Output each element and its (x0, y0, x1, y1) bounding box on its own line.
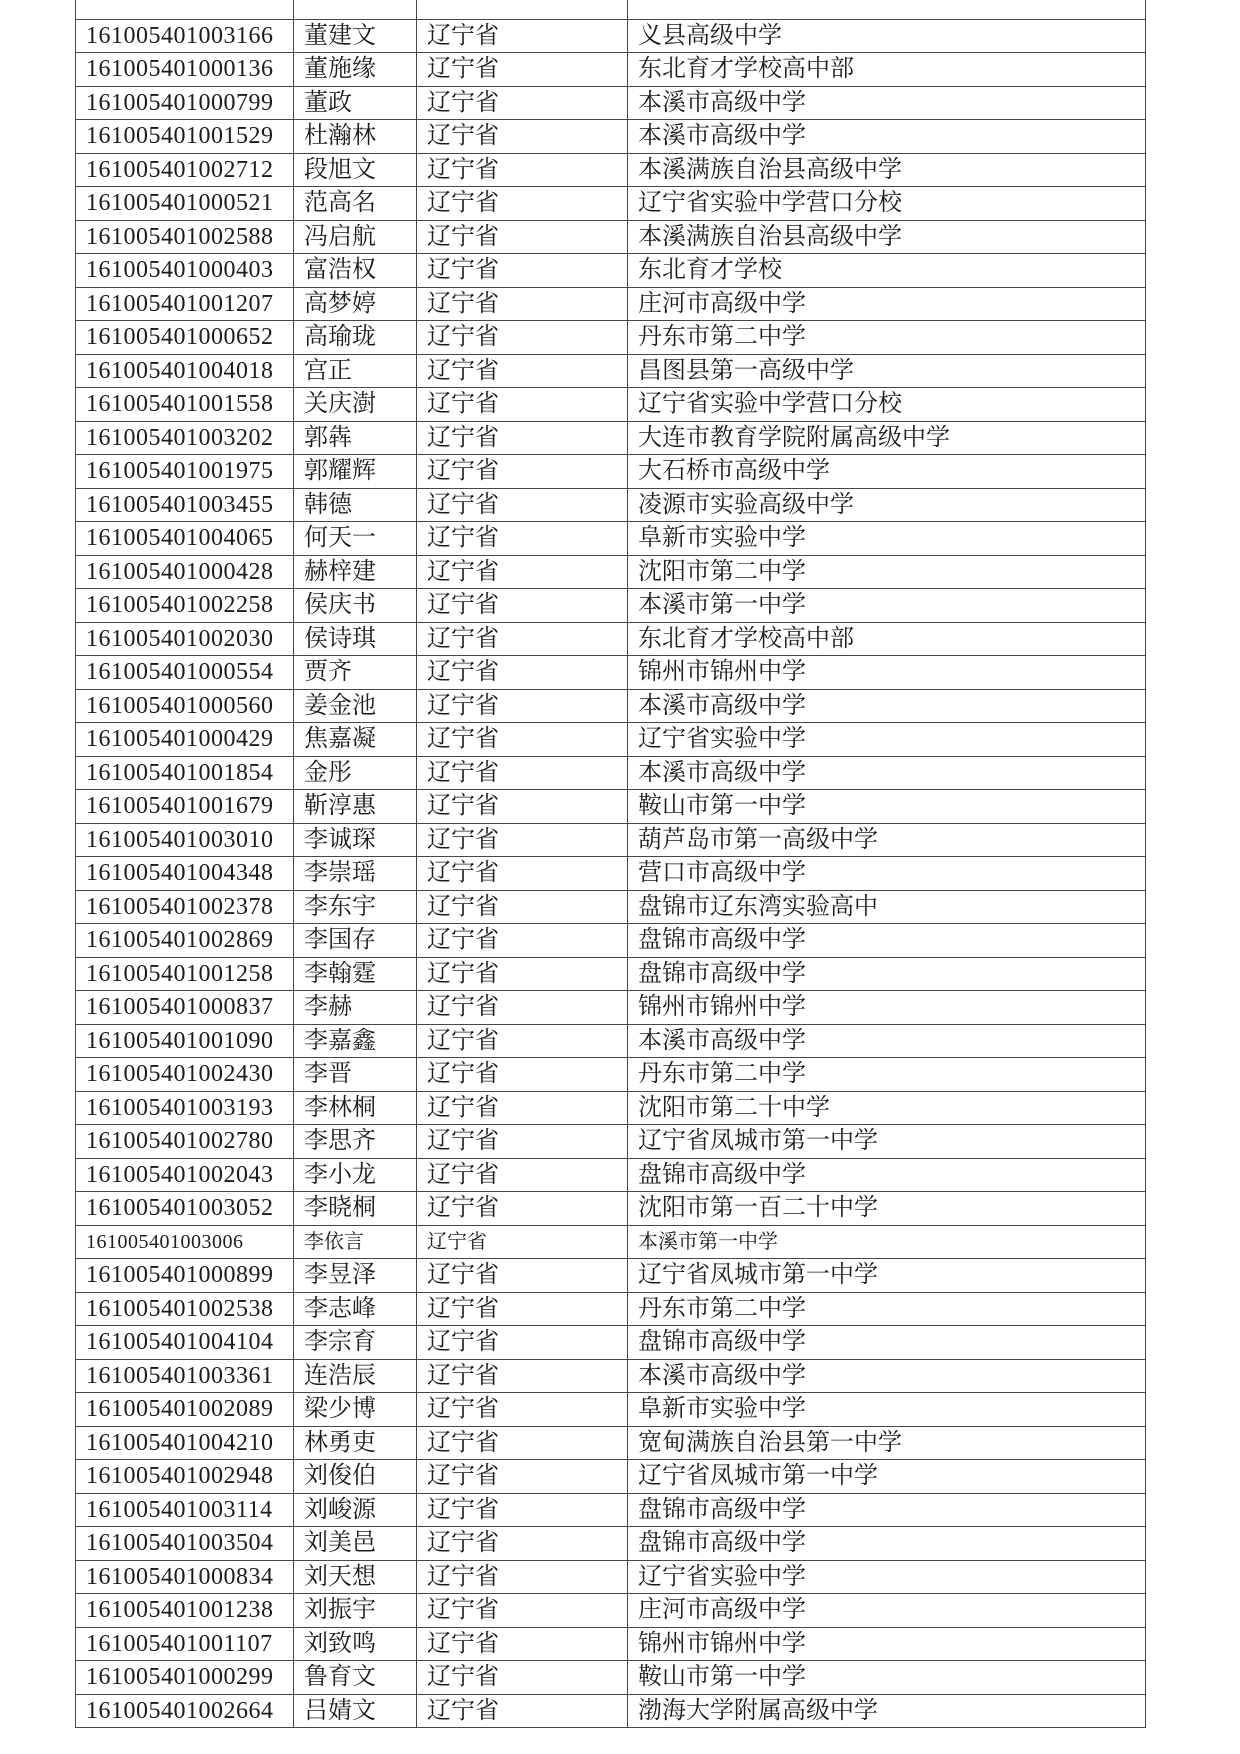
cell-id: 161005401002258 (76, 589, 294, 623)
table-row (76, 120, 1146, 154)
cell-school: 大连市教育学院附属高级中学 (628, 421, 1146, 455)
cutoff-cell (294, 0, 417, 19)
cell-id: 161005401004018 (76, 354, 294, 388)
cell-name: 李诚琛 (294, 823, 417, 857)
cell-school: 凌源市实验高级中学 (628, 488, 1146, 522)
table-row (76, 823, 1146, 857)
table-row (76, 1694, 1146, 1728)
cell-school: 本溪市高级中学 (628, 120, 1146, 154)
cell-name: 李赫 (294, 991, 417, 1025)
cell-name: 连浩辰 (294, 1359, 417, 1393)
cell-id: 161005401003361 (76, 1359, 294, 1393)
cell-school: 本溪市第一中学 (628, 589, 1146, 623)
cell-id: 161005401004065 (76, 522, 294, 556)
cell-school: 本溪市高级中学 (628, 86, 1146, 120)
cell-province: 辽宁省 (417, 1091, 628, 1125)
cell-name: 李思齐 (294, 1125, 417, 1159)
cell-province: 辽宁省 (417, 991, 628, 1025)
cell-name: 范高名 (294, 187, 417, 221)
cell-id: 161005401001258 (76, 957, 294, 991)
cell-province: 辽宁省 (417, 823, 628, 857)
cell-id: 161005401002378 (76, 890, 294, 924)
cell-name: 刘天想 (294, 1560, 417, 1594)
cell-name: 金彤 (294, 756, 417, 790)
table-row (76, 957, 1146, 991)
table-row (76, 421, 1146, 455)
cell-province: 辽宁省 (417, 1560, 628, 1594)
cell-name: 关庆澍 (294, 388, 417, 422)
cell-school: 辽宁省实验中学营口分校 (628, 388, 1146, 422)
cell-province: 辽宁省 (417, 187, 628, 221)
cell-province: 辽宁省 (417, 890, 628, 924)
table-row (76, 388, 1146, 422)
table-row (76, 287, 1146, 321)
cell-name: 李林桐 (294, 1091, 417, 1125)
cell-school: 本溪满族自治县高级中学 (628, 153, 1146, 187)
cell-school: 沈阳市第一百二十中学 (628, 1192, 1146, 1226)
cell-id: 161005401000652 (76, 321, 294, 355)
cell-school: 鞍山市第一中学 (628, 1661, 1146, 1695)
cell-school: 沈阳市第二中学 (628, 555, 1146, 589)
cell-id: 161005401001207 (76, 287, 294, 321)
cell-id: 161005401000429 (76, 723, 294, 757)
cell-name: 何天一 (294, 522, 417, 556)
cell-province: 辽宁省 (417, 1426, 628, 1460)
cell-school: 辽宁省实验中学营口分校 (628, 187, 1146, 221)
cell-id: 161005401001107 (76, 1627, 294, 1661)
cell-province: 辽宁省 (417, 1125, 628, 1159)
table-row (76, 1493, 1146, 1527)
table-row (76, 723, 1146, 757)
cell-id: 161005401000899 (76, 1259, 294, 1293)
cell-name: 董建文 (294, 19, 417, 53)
cell-province: 辽宁省 (417, 1527, 628, 1561)
cell-name: 李依言 (294, 1225, 417, 1259)
cell-school: 东北育才学校高中部 (628, 53, 1146, 87)
cell-school: 本溪市第一中学 (628, 1225, 1146, 1259)
cell-school: 盘锦市高级中学 (628, 1527, 1146, 1561)
cell-id: 161005401003202 (76, 421, 294, 455)
cell-id: 161005401003052 (76, 1192, 294, 1226)
cell-name: 贾齐 (294, 656, 417, 690)
table-row (76, 53, 1146, 87)
cell-province: 辽宁省 (417, 1594, 628, 1628)
cell-province: 辽宁省 (417, 589, 628, 623)
cell-name: 董施缘 (294, 53, 417, 87)
cell-name: 侯庆书 (294, 589, 417, 623)
cell-province: 辽宁省 (417, 488, 628, 522)
cutoff-cell (417, 0, 628, 19)
cell-school: 阜新市实验中学 (628, 1393, 1146, 1427)
cell-province: 辽宁省 (417, 924, 628, 958)
cell-name: 姜金池 (294, 689, 417, 723)
cell-name: 梁少博 (294, 1393, 417, 1427)
cell-id: 161005401000136 (76, 53, 294, 87)
cell-school: 盘锦市高级中学 (628, 924, 1146, 958)
cell-province: 辽宁省 (417, 1292, 628, 1326)
cell-id: 161005401003504 (76, 1527, 294, 1561)
cell-school: 渤海大学附属高级中学 (628, 1694, 1146, 1728)
cell-school: 阜新市实验中学 (628, 522, 1146, 556)
cell-name: 吕婧文 (294, 1694, 417, 1728)
cell-name: 刘俊伯 (294, 1460, 417, 1494)
cell-school: 本溪市高级中学 (628, 1024, 1146, 1058)
table-row (76, 220, 1146, 254)
cell-school: 锦州市锦州中学 (628, 656, 1146, 690)
cell-id: 161005401001679 (76, 790, 294, 824)
cell-province: 辽宁省 (417, 421, 628, 455)
student-roster-table (75, 0, 1146, 1728)
cell-province: 辽宁省 (417, 388, 628, 422)
cell-province: 辽宁省 (417, 254, 628, 288)
table-row (76, 924, 1146, 958)
cell-name: 富浩权 (294, 254, 417, 288)
table-row (76, 1460, 1146, 1494)
table-row (76, 589, 1146, 623)
cell-name: 段旭文 (294, 153, 417, 187)
cell-school: 盘锦市高级中学 (628, 1326, 1146, 1360)
cell-school: 沈阳市第二十中学 (628, 1091, 1146, 1125)
cell-province: 辽宁省 (417, 1225, 628, 1259)
table-row (76, 1594, 1146, 1628)
cell-province: 辽宁省 (417, 656, 628, 690)
cell-id: 161005401000799 (76, 86, 294, 120)
cutoff-cell (76, 0, 294, 19)
cell-province: 辽宁省 (417, 790, 628, 824)
table-row (76, 1359, 1146, 1393)
table-row (76, 488, 1146, 522)
table-row (76, 857, 1146, 891)
table-row (76, 1058, 1146, 1092)
cell-id: 161005401002948 (76, 1460, 294, 1494)
cell-school: 鞍山市第一中学 (628, 790, 1146, 824)
cell-school: 锦州市锦州中学 (628, 1627, 1146, 1661)
cell-name: 林勇吏 (294, 1426, 417, 1460)
table-row (76, 790, 1146, 824)
cell-province: 辽宁省 (417, 19, 628, 53)
cell-province: 辽宁省 (417, 1326, 628, 1360)
cell-school: 营口市高级中学 (628, 857, 1146, 891)
cell-name: 李嘉鑫 (294, 1024, 417, 1058)
table-row (76, 1292, 1146, 1326)
cell-school: 丹东市第二中学 (628, 321, 1146, 355)
cell-name: 冯启航 (294, 220, 417, 254)
cell-province: 辽宁省 (417, 1024, 628, 1058)
cell-id: 161005401001090 (76, 1024, 294, 1058)
cell-name: 李崇瑶 (294, 857, 417, 891)
cell-province: 辽宁省 (417, 53, 628, 87)
table-row (76, 756, 1146, 790)
cell-province: 辽宁省 (417, 287, 628, 321)
cell-name: 李宗育 (294, 1326, 417, 1360)
cell-school: 盘锦市高级中学 (628, 1158, 1146, 1192)
cell-id: 161005401000837 (76, 991, 294, 1025)
cell-id: 161005401002780 (76, 1125, 294, 1159)
cell-name: 焦嘉凝 (294, 723, 417, 757)
table-row (76, 1259, 1146, 1293)
cell-id: 161005401002869 (76, 924, 294, 958)
cell-school: 本溪市高级中学 (628, 689, 1146, 723)
cell-id: 161005401001238 (76, 1594, 294, 1628)
cell-id: 161005401001558 (76, 388, 294, 422)
cell-name: 高瑜珑 (294, 321, 417, 355)
table-row (76, 1125, 1146, 1159)
table-row (76, 187, 1146, 221)
cell-id: 161005401003006 (76, 1225, 294, 1259)
cutoff-row (76, 0, 1146, 19)
cell-province: 辽宁省 (417, 857, 628, 891)
table-row (76, 321, 1146, 355)
cell-province: 辽宁省 (417, 1058, 628, 1092)
cell-province: 辽宁省 (417, 555, 628, 589)
cell-id: 161005401000299 (76, 1661, 294, 1695)
cell-id: 161005401003010 (76, 823, 294, 857)
cell-province: 辽宁省 (417, 86, 628, 120)
cell-id: 161005401003455 (76, 488, 294, 522)
cell-province: 辽宁省 (417, 1627, 628, 1661)
cell-name: 李东宇 (294, 890, 417, 924)
table-row (76, 86, 1146, 120)
cell-school: 辽宁省实验中学 (628, 723, 1146, 757)
cell-id: 161005401002430 (76, 1058, 294, 1092)
cell-school: 丹东市第二中学 (628, 1292, 1146, 1326)
cell-id: 161005401000521 (76, 187, 294, 221)
cell-province: 辽宁省 (417, 1192, 628, 1226)
cell-province: 辽宁省 (417, 1460, 628, 1494)
cell-province: 辽宁省 (417, 455, 628, 489)
cell-province: 辽宁省 (417, 220, 628, 254)
table-row (76, 1393, 1146, 1427)
cell-id: 161005401000834 (76, 1560, 294, 1594)
cell-id: 161005401001975 (76, 455, 294, 489)
cell-name: 刘致鸣 (294, 1627, 417, 1661)
cell-school: 本溪满族自治县高级中学 (628, 220, 1146, 254)
table-row (76, 1192, 1146, 1226)
cell-province: 辽宁省 (417, 522, 628, 556)
cell-name: 高梦婷 (294, 287, 417, 321)
cell-province: 辽宁省 (417, 1393, 628, 1427)
cell-province: 辽宁省 (417, 723, 628, 757)
table-row (76, 455, 1146, 489)
cell-province: 辽宁省 (417, 1259, 628, 1293)
cell-school: 盘锦市辽东湾实验高中 (628, 890, 1146, 924)
cell-school: 本溪市高级中学 (628, 756, 1146, 790)
table-row (76, 1225, 1146, 1259)
cell-province: 辽宁省 (417, 354, 628, 388)
table-row (76, 555, 1146, 589)
cell-id: 161005401002089 (76, 1393, 294, 1427)
cell-id: 161005401000403 (76, 254, 294, 288)
cell-id: 161005401000554 (76, 656, 294, 690)
cell-school: 丹东市第二中学 (628, 1058, 1146, 1092)
table-row (76, 1627, 1146, 1661)
table-row (76, 890, 1146, 924)
cell-school: 锦州市锦州中学 (628, 991, 1146, 1025)
table-row (76, 153, 1146, 187)
cell-province: 辽宁省 (417, 622, 628, 656)
cell-name: 李小龙 (294, 1158, 417, 1192)
cell-school: 昌图县第一高级中学 (628, 354, 1146, 388)
table-row (76, 622, 1146, 656)
cell-province: 辽宁省 (417, 689, 628, 723)
cell-province: 辽宁省 (417, 120, 628, 154)
cell-id: 161005401001529 (76, 120, 294, 154)
cell-id: 161005401001854 (76, 756, 294, 790)
cell-name: 郭耀辉 (294, 455, 417, 489)
cell-school: 辽宁省凤城市第一中学 (628, 1259, 1146, 1293)
table-row (76, 689, 1146, 723)
cell-name: 李翰霆 (294, 957, 417, 991)
cell-name: 杜瀚林 (294, 120, 417, 154)
cell-name: 刘美邑 (294, 1527, 417, 1561)
table-row (76, 522, 1146, 556)
cell-name: 刘峻源 (294, 1493, 417, 1527)
cell-name: 李昱泽 (294, 1259, 417, 1293)
cell-province: 辽宁省 (417, 1359, 628, 1393)
table-row (76, 1560, 1146, 1594)
cell-id: 161005401003166 (76, 19, 294, 53)
table-row (76, 1661, 1146, 1695)
table-body (76, 0, 1146, 1728)
cell-school: 本溪市高级中学 (628, 1359, 1146, 1393)
table-row (76, 1024, 1146, 1058)
table-row (76, 1091, 1146, 1125)
table-row (76, 354, 1146, 388)
cell-school: 辽宁省凤城市第一中学 (628, 1460, 1146, 1494)
cell-school: 宽甸满族自治县第一中学 (628, 1426, 1146, 1460)
table-row (76, 656, 1146, 690)
cell-id: 161005401002588 (76, 220, 294, 254)
cell-name: 赫梓建 (294, 555, 417, 589)
cell-id: 161005401000560 (76, 689, 294, 723)
cell-id: 161005401002538 (76, 1292, 294, 1326)
cell-id: 161005401004104 (76, 1326, 294, 1360)
cell-province: 辽宁省 (417, 1661, 628, 1695)
cell-province: 辽宁省 (417, 1694, 628, 1728)
cell-name: 侯诗琪 (294, 622, 417, 656)
cell-school: 东北育才学校 (628, 254, 1146, 288)
cell-school: 辽宁省实验中学 (628, 1560, 1146, 1594)
cell-id: 161005401004348 (76, 857, 294, 891)
table-row (76, 991, 1146, 1025)
cell-name: 董政 (294, 86, 417, 120)
cell-province: 辽宁省 (417, 1493, 628, 1527)
cell-province: 辽宁省 (417, 756, 628, 790)
cell-school: 大石桥市高级中学 (628, 455, 1146, 489)
table-row (76, 1158, 1146, 1192)
cell-id: 161005401004210 (76, 1426, 294, 1460)
cell-school: 辽宁省凤城市第一中学 (628, 1125, 1146, 1159)
cell-school: 庄河市高级中学 (628, 287, 1146, 321)
cell-name: 鲁育文 (294, 1661, 417, 1695)
cell-school: 东北育才学校高中部 (628, 622, 1146, 656)
cell-name: 李志峰 (294, 1292, 417, 1326)
cell-name: 靳淳惠 (294, 790, 417, 824)
cell-id: 161005401003114 (76, 1493, 294, 1527)
table-row (76, 254, 1146, 288)
table-row (76, 1426, 1146, 1460)
cell-name: 刘振宇 (294, 1594, 417, 1628)
cell-school: 葫芦岛市第一高级中学 (628, 823, 1146, 857)
cell-province: 辽宁省 (417, 321, 628, 355)
cell-id: 161005401000428 (76, 555, 294, 589)
cell-province: 辽宁省 (417, 153, 628, 187)
cutoff-cell (628, 0, 1146, 19)
cell-id: 161005401002712 (76, 153, 294, 187)
cell-school: 义县高级中学 (628, 19, 1146, 53)
cell-school: 庄河市高级中学 (628, 1594, 1146, 1628)
cell-province: 辽宁省 (417, 1158, 628, 1192)
cell-school: 盘锦市高级中学 (628, 1493, 1146, 1527)
table-row (76, 1527, 1146, 1561)
cell-name: 宫正 (294, 354, 417, 388)
cell-name: 郭犇 (294, 421, 417, 455)
cell-name: 李晓桐 (294, 1192, 417, 1226)
cell-id: 161005401002030 (76, 622, 294, 656)
table-row (76, 19, 1146, 53)
cell-name: 李晋 (294, 1058, 417, 1092)
table-row (76, 1326, 1146, 1360)
cell-id: 161005401002043 (76, 1158, 294, 1192)
cell-name: 李国存 (294, 924, 417, 958)
cell-province: 辽宁省 (417, 957, 628, 991)
cell-id: 161005401002664 (76, 1694, 294, 1728)
cell-school: 盘锦市高级中学 (628, 957, 1146, 991)
cell-id: 161005401003193 (76, 1091, 294, 1125)
cell-name: 韩德 (294, 488, 417, 522)
